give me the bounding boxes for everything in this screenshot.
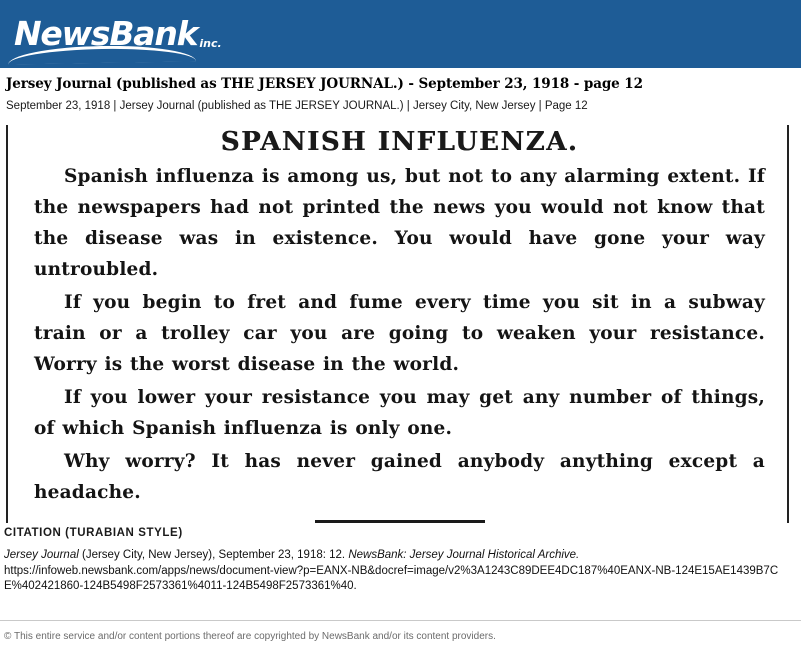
article-paragraph: Spanish influenza is among us, but not to any alarming extent. If the newspapers had not printed the news you would not know that the disease was in existence. You would have gone your way untroubled. [34,166,765,280]
logo-inc-suffix: inc. [199,37,222,50]
citation-text [4,548,793,563]
document-title-block [0,68,801,115]
citation-publication: Jersey Journal [4,549,79,561]
article-clipping-image [2,125,799,523]
article-body [34,161,765,508]
article-divider-rule [315,520,485,523]
article-paragraph: If you begin to fret and fume every time you sit in a subway train or a trolley car you are going to weaken your resistance. Worry is the worst disease in the world. [34,292,765,375]
citation-heading: CITATION (TURABIAN STYLE) [4,527,183,539]
page-title: Jersey Journal (published as THE JERSEY JOURNAL.) - September 23, 1918 - page 12 [6,76,643,92]
article-paragraph: Why worry? It has never gained anybody anything except a headache. [34,451,765,503]
footer-copyright: © This entire service and/or content portions thereof are copyrighted by NewsBank and/or its content providers. [4,631,496,642]
app-header [0,0,801,68]
footer-divider [0,620,801,621]
clipping-content [8,125,787,523]
citation-place-date: (Jersey City, New Jersey), September 23, 1918: 12. [78,549,349,561]
citation-archive: NewsBank: Jersey Journal Historical Archive. [348,549,580,561]
citation-section [0,523,801,594]
article-headline: SPANISH INFLUENZA. [220,127,579,157]
document-metadata-line: September 23, 1918 | Jersey Journal (published as THE JERSEY JOURNAL.) | Jersey City, New Jersey | Page 12 [6,100,588,112]
article-paragraph: If you lower your resistance you may get any number of things, of which Spanish influenza is only one. [34,387,765,439]
logo-wordmark: NewsBank [14,14,198,53]
citation-url[interactable]: https://infoweb.newsbank.com/apps/news/document-view?p=EANX-NB&docref=image/v2%3A1243C89DEE4DC187%40EANX-NB-124E15AE1439B7CE%402421860-124B5498F2573361%4011-124B5498F2573361%40. [4,565,779,592]
clipping-frame [6,125,789,523]
